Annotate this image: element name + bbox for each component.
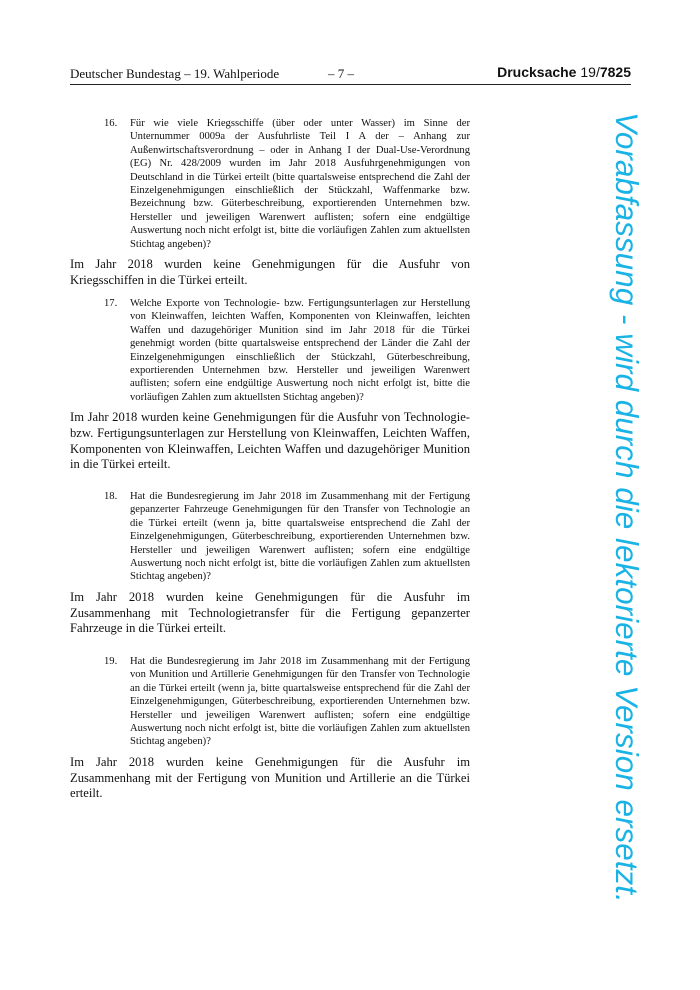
qa-item-16 bbox=[70, 117, 470, 288]
header-doc-number-b: 7825 bbox=[599, 64, 631, 80]
header-doc-label: Drucksache bbox=[497, 64, 577, 80]
question-number: 19. bbox=[104, 656, 118, 667]
header-document-number bbox=[497, 64, 631, 80]
question-text: Hat die Bundesregierung im Jahr 2018 im Zusammenhang mit der Fertigung von Munition und Artillerie Genehmigungen für den Transfer von Technologie an die Türkei erteilt (wenn ja, bitte quartalsweise entsprechend für die Zahl der Einzelgenehmigungen, Güterbeschreibung, exportierenden Unternehmen bzw. Hersteller und jeweiligen Warenwert auflisten; sofern eine endgültige Auswertung noch nicht erfolgt ist, bitte die vorläufigen Zahlen zum aktuellsten Stichtag angeben)? bbox=[130, 656, 470, 748]
question-16 bbox=[70, 117, 470, 251]
answer-16: Im Jahr 2018 wurden keine Genehmigungen für die Ausfuhr von Kriegsschiffen in die Türkei erteilt. bbox=[70, 257, 470, 287]
answer-17: Im Jahr 2018 wurden keine Genehmigungen für die Ausfuhr von Technologie- bzw. Fertigungsunterlagen zur Herstellung von Kleinwaffen, Leichten Waffen, Komponenten von Kleinwaffen, Leichten Waffen und dazugehöriger Munition in die Türkei erteilt. bbox=[70, 410, 470, 472]
answer-19: Im Jahr 2018 wurden keine Genehmigungen für die Ausfuhr im Zusammenhang mit der Fertigung von Munition und Artillerie an die Türkei erteilt. bbox=[70, 754, 470, 801]
header-doc-number-a: 19/ bbox=[580, 64, 600, 80]
header-page-number: – 7 – bbox=[328, 66, 354, 81]
question-17 bbox=[70, 297, 470, 404]
question-text: Für wie viele Kriegsschiffe (über oder unter Wasser) im Sinne der Unternummer 0009a der Ausfuhrliste Teil I A der – Anhang zur Außenwirtschaftsverordnung – oder in Anhang I der Dual-Use-Verordnung (EG) Nr. 428/2009 wurden im Jahr 2018 Ausfuhrgenehmigungen von Deutschland in die Türkei erteilt (bitte quartalsweise entsprechend die Zahl der Einzelgenehmigungen einschließlich der Stückzahl, Waffenmarke bzw. Bezeichnung bzw. Güterbeschreibung, exportierenden Unternehmen bzw. Hersteller und jeweiligen Warenwert auflisten; sofern eine endgültige Auswertung noch nicht erfolgt ist, bitte die vorläufigen Zahlen zum aktuellsten Stichtag angeben)? bbox=[130, 118, 470, 250]
qa-item-17 bbox=[70, 297, 470, 473]
header-parliament: Deutscher Bundestag – 19. Wahlperiode bbox=[70, 66, 280, 81]
question-text: Hat die Bundesregierung im Jahr 2018 im Zusammenhang mit der Fertigung gepanzerter Fahrzeuge Genehmigungen für den Transfer von Technologie an die Türkei erteilt (wenn ja, bitte quartalsweise entsprechend die Zahl der Einzelgenehmigungen, Güterbeschreibung, exportierenden Unternehmen bzw. Hersteller und jeweiligen Warenwert auflisten; sofern eine endgültige Auswertung noch nicht erfolgt ist, bitte die vorläufigen Zahlen zum aktuellsten Stichtag angeben)? bbox=[130, 491, 470, 583]
question-19 bbox=[70, 655, 470, 749]
question-text: Welche Exporte von Technologie- bzw. Fertigungsunterlagen zur Herstellung von Kleinwaffen, leichten Waffen, Komponenten von Kleinwaffen, leichten Waffen und dazugehöriger Munition sind im Jahr 2018 für die Türkei genehmigt worden (bitte quartalsweise entsprechend der Länder die Zahl der Einzelgenehmigungen einschließlich der Stückzahl, Güterbeschreibung, exportierenden Unternehmen bzw. Hersteller und jeweiligen Warenwert auflisten; sofern eine endgültige Auswertung noch nicht erfolgt ist, bitte die vorläufigen Zahlen zum aktuellsten Stichtag angeben)? bbox=[130, 298, 470, 403]
answer-18: Im Jahr 2018 wurden keine Genehmigungen für die Ausfuhr im Zusammenhang mit Technologietransfer für die Fertigung gepanzerter Fahrzeuge in die Türkei erteilt. bbox=[70, 589, 470, 636]
draft-watermark: Vorabfassung - wird durch die lektorierte Version ersetzt. bbox=[609, 112, 645, 903]
page-header bbox=[70, 64, 631, 85]
question-number: 18. bbox=[104, 491, 118, 502]
qa-item-18 bbox=[70, 490, 470, 637]
question-18 bbox=[70, 490, 470, 584]
qa-item-19 bbox=[70, 655, 470, 802]
question-number: 17. bbox=[104, 298, 118, 309]
question-number: 16. bbox=[104, 118, 118, 129]
